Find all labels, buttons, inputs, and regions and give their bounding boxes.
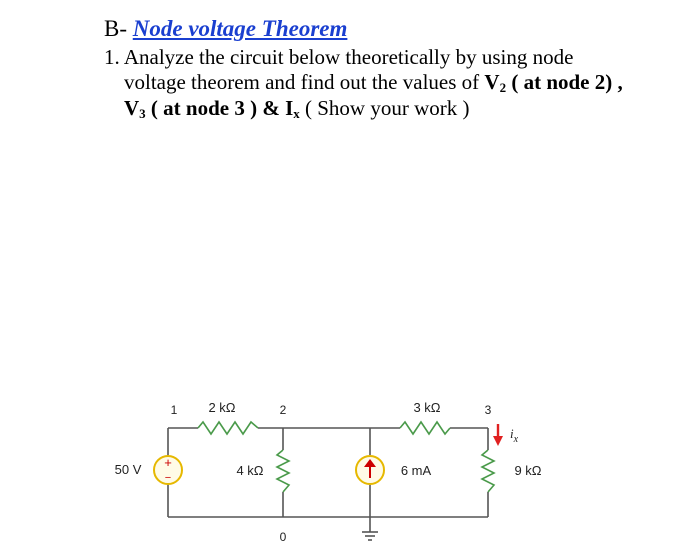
question-line-1: 1. Analyze the circuit below theoretically by using node (104, 45, 574, 69)
resistor-3k (400, 422, 450, 434)
source-minus-sign: − (164, 472, 172, 484)
node3-note: ( at node 3 ) & I (145, 96, 294, 120)
question-text: voltage theorem and find out the values of (124, 70, 485, 94)
section-prefix: B- (104, 16, 133, 41)
r20-label: 4 kΩ (236, 463, 264, 478)
wires (168, 428, 488, 532)
section-title: Node voltage Theorem (132, 16, 348, 41)
show-work-note: ( Show your work ) (299, 96, 470, 120)
resistor-2k (198, 422, 258, 434)
source-voltage-label: 50 V (114, 462, 142, 477)
r30-label: 9 kΩ (514, 463, 542, 478)
r12-label: 2 kΩ (208, 400, 236, 415)
ground-symbol (362, 532, 378, 540)
var-ix-sub: x (293, 106, 300, 121)
ix-label-sub: x (513, 434, 519, 445)
node2-note: ( at node 2) , (506, 70, 623, 94)
voltage-source (154, 455, 182, 484)
current-source-label: 6 mA (400, 463, 432, 478)
node-1-label: 1 (170, 403, 178, 417)
var-v3-sub: 3 (139, 106, 146, 121)
r23-label: 3 kΩ (413, 400, 441, 415)
var-v3: V (124, 96, 140, 120)
ix-label-main: i (510, 426, 514, 441)
node-2-label: 2 (279, 403, 287, 417)
current-source (356, 456, 384, 484)
source-plus-sign: + (164, 455, 172, 470)
node-0-label: 0 (279, 530, 287, 544)
resistor-9k (482, 450, 494, 492)
resistor-4k (277, 450, 289, 492)
var-v2: V (484, 70, 500, 94)
current-ix-arrow (493, 424, 503, 446)
var-v2-sub: 2 (499, 80, 507, 95)
node-3-label: 3 (484, 403, 492, 417)
ix-label (510, 426, 519, 445)
